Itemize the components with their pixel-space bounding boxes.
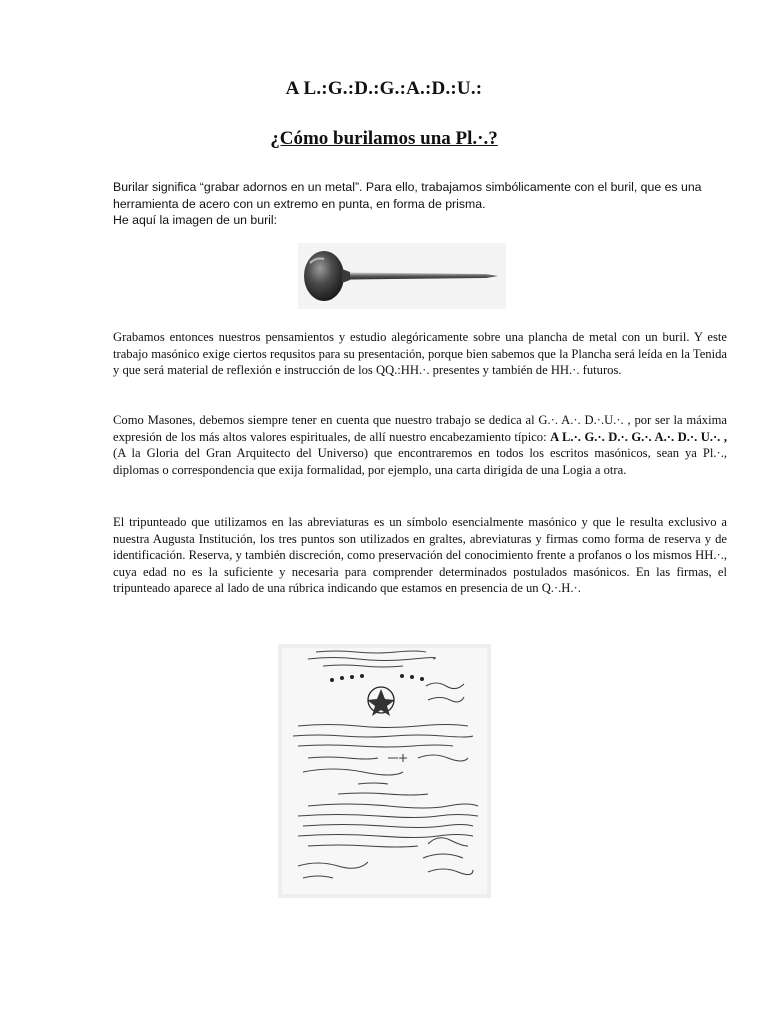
paragraph-grabamos: Grabamos entonces nuestros pensamientos y estudio alegóricamente sobre una plancha de metal con un buril. Y este trabajo masónico exige ciertos requsitos para su presentación, porque bien sabemos que la Plancha será leída en la Tenida y que será material de reflexión e instrucción de los QQ.:HH.·. presentes y también de HH.·. futuros. bbox=[113, 330, 727, 377]
paragraph-tripunteado: El tripunteado que utilizamos en las abreviaturas es un símbolo esencialmente masónico y que le resulta exclusivo a nuestra Augusta Institución, los tres puntos son utilizados en graltes, abreviaturas y firmas como forma de reserva y de identificación. Reserva, y también discreción, como preservación del conocimiento frente a profanos o los mismos HH.·., cuya edad no es la suficiente y necesaria para comprender determinados postulados masónicos. En las firmas, el tripunteado aparece al lado de una rúbrica indicando que estamos en presencia de un Q.·.H.·. bbox=[113, 515, 727, 595]
paragraph-intro bbox=[113, 179, 727, 229]
document-title: A L.:G.:D.:G.:A.:D.:U.: bbox=[285, 78, 483, 99]
paragraph-masones-heading: A L.·. G.·. D.·. G.·. A.·. D.·. U.·. , bbox=[550, 429, 727, 444]
burin-icon bbox=[298, 243, 506, 309]
paragraph-intro-caption: He aquí la imagen de un buril: bbox=[113, 213, 278, 227]
paragraph-masones-lead: Como Masones, debemos siempre tener en cuenta que nuestro trabajo se dedica al G.·. A.·. D.·.U.·. , por ser la máxima expresión de los más altos valores espirituales, de allí nuestro encabezamiento típico: bbox=[113, 413, 727, 444]
paragraph-intro-text: Burilar significa “grabar adornos en un metal”. Para ello, trabajamos simbólicamente con el buril, que es una herramienta de acero con un extremo en punta, en forma de prisma. bbox=[113, 180, 702, 211]
certificate-photo bbox=[278, 644, 491, 898]
document-subtitle: ¿Cómo burilamos una Pl.·.? bbox=[270, 128, 498, 149]
paragraph-masones bbox=[113, 412, 727, 478]
paragraph-masones-rest: (A la Gloria del Gran Arquitecto del Universo) que encontraremos en todos los escritos masónicos, sean ya Pl.·., diplomas o correspondencia que exija formalidad, por ejemplo, una carta dirigida de una Logia a otra. bbox=[113, 446, 727, 477]
